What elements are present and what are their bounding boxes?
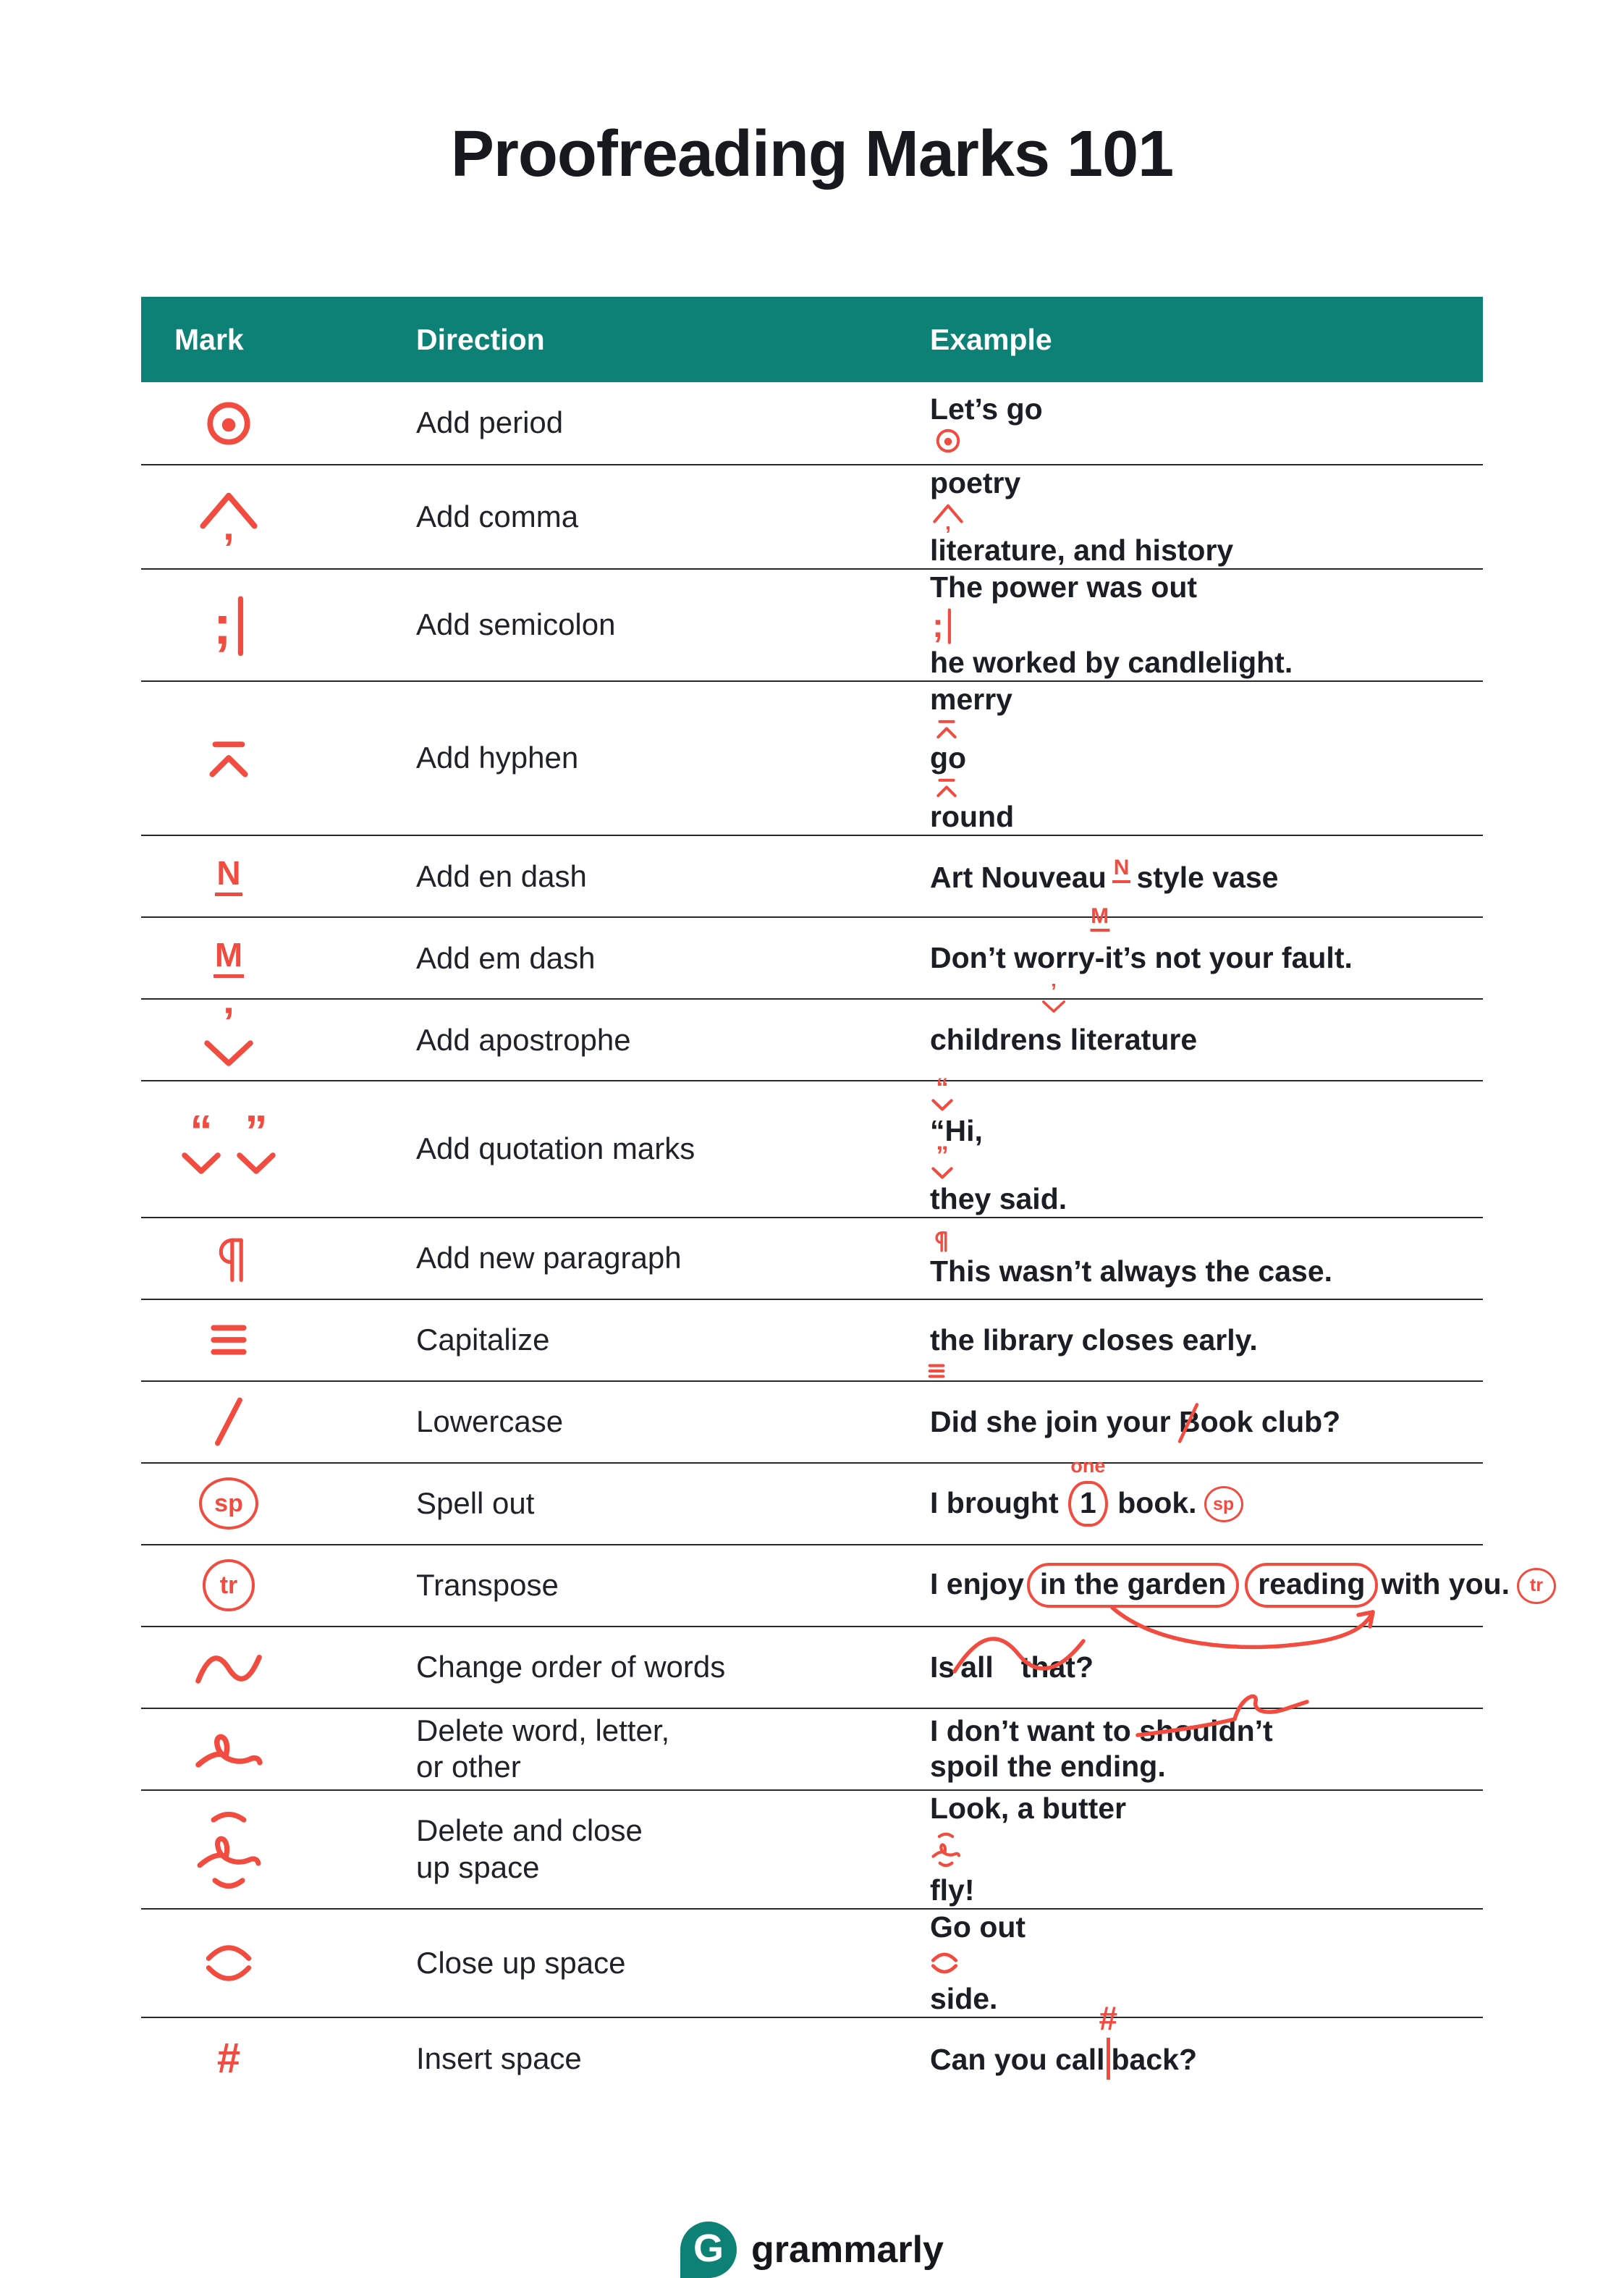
transpose-annotation: in the garden reading [1024,1563,1382,1608]
word-order-squiggle-icon [174,1644,283,1690]
mark-cell [141,998,416,1069]
semicolon-mark-icon [931,606,956,645]
lowercase-slash-icon [174,1394,283,1449]
period-mark-icon [934,427,962,455]
capitalize-annotation: t [930,1322,940,1358]
table-row [141,464,1483,568]
example-text: “ “Hi, ” they said. [930,1073,1067,1215]
delete-close-up-icon [174,1807,283,1891]
direction-label: Add quotation marks [416,1131,695,1166]
direction-label: Delete word, letter, or other [416,1713,670,1784]
mark-cell [141,1231,416,1286]
table-row [141,980,1483,1080]
svg-text:;: ; [213,594,232,655]
direction-label: Delete and close up space [416,1813,643,1884]
en-dash-mark-icon: N [1112,857,1131,883]
example-text: childrens ’ literature [930,1022,1483,1058]
svg-text:,: , [223,504,234,549]
example-text: The power was out ; he worked by candlelight. [930,570,1293,679]
direction-label: Add new paragraph [416,1240,682,1275]
en-dash-mark-icon: N [174,856,283,896]
table-row [141,1217,1483,1299]
table-row [141,1999,1483,2098]
pilcrow-mark-icon [174,1231,283,1286]
em-dash-mark-icon: M [174,938,283,978]
table-row [141,1544,1544,1626]
insert-space-hash-icon: # [1099,1999,1118,2037]
table-row [141,568,1483,680]
mark-cell [141,397,416,450]
mark-cell [141,486,416,547]
example-text: Can you call # back? [930,2038,1483,2080]
example-text: I brought 1 one book. sp [930,1481,1483,1527]
mark-cell [141,1932,416,1994]
example-text: Go out side. [930,1910,1026,2016]
mark-cell [141,856,416,896]
example-text: Art Nouveau N style vase [930,856,1279,895]
example-text: merry go round [930,682,1015,834]
svg-text:”: ” [245,1106,268,1157]
example-text: This wasn’t always the case. [930,1228,1483,1289]
example-text: poetry , literature, and history [930,466,1234,568]
direction-label: Add semicolon [416,607,616,642]
transpose-mark-icon: tr [174,1559,283,1611]
direction-label: Spell out [416,1485,535,1520]
svg-text:“: “ [936,1073,949,1102]
apostrophe-annotation: s ’ [1045,1022,1062,1058]
table-row [141,1789,1483,1908]
close-up-space-icon [929,1945,960,1981]
apostrophe-mark-icon [1041,980,1067,1015]
delete-loop-icon [174,1723,283,1775]
spell-out-mark-icon: sp [174,1477,283,1530]
table-row [141,835,1483,916]
direction-label: Add period [416,405,564,440]
hyphen-mark-icon [934,717,959,741]
quotation-marks-icon [174,1106,283,1177]
delete-annotation: shouldn’t [1139,1713,1272,1749]
example-text: Is all that? [930,1650,1483,1685]
open-quote-mark-icon [930,1073,955,1113]
em-dash-mark-icon: M [1090,906,1109,932]
word-order-annotation: all [960,1650,994,1685]
page-title: Proofreading Marks 101 [450,118,1174,190]
table-row [141,382,1483,464]
direction-label: Add em dash [416,940,596,975]
mark-cell [141,1723,416,1775]
direction-label: Insert space [416,2041,582,2075]
capitalize-mark-icon [174,1322,283,1357]
hyphen-mark-icon [934,776,959,799]
insert-space-annotation [1099,1999,1118,2080]
period-mark-icon [174,397,283,450]
spell-out-mark-icon: sp [1204,1486,1243,1522]
spelled-word: one [1070,1454,1106,1477]
direction-label: Add en dash [416,859,587,893]
mark-cell [141,1559,416,1611]
table-row [141,1299,1483,1380]
delete-close-up-icon [931,1826,960,1873]
table-row [141,1454,1483,1544]
direction-label: Capitalize [416,1322,550,1357]
example-text: Look, a butter fly! [930,1791,1127,1907]
example-text: Did she join your B ook club? [930,1404,1483,1440]
example-text: I don’t want to shouldn’t spoil the ending. [930,1713,1483,1784]
grammarly-logo-icon: G [680,2222,737,2278]
direction-label: Add comma [416,499,579,533]
table-row [141,1708,1483,1789]
example-text: I enjoy in the garden reading with you. tr [930,1563,1562,1608]
semicolon-mark-icon [174,591,283,659]
mark-cell [141,1106,416,1177]
example-text: Don’t worry- M it’s not your fault. [930,940,1483,976]
delete-loop-icon [1135,1684,1308,1755]
mark-cell [141,591,416,659]
capitalize-mark-icon [927,1362,946,1380]
svg-text:;: ; [932,606,944,644]
close-up-space-icon [174,1932,283,1994]
pilcrow-mark-icon [930,1228,950,1254]
table-row [141,1908,1483,2017]
mark-cell [141,1322,416,1357]
footer [0,2222,1624,2278]
transpose-mark-icon: tr [1517,1568,1556,1604]
comma-mark-icon [931,501,965,533]
lowercase-slash-icon [1172,1396,1204,1449]
example-text: Let’s go [930,392,1483,455]
comma-mark-icon [174,486,283,547]
direction-label: Add apostrophe [416,1022,631,1057]
header-mark: Mark [174,322,244,356]
mark-cell [141,737,416,780]
mark-cell [141,2034,416,2082]
apostrophe-mark-icon [174,998,283,1069]
table-header-row [141,297,1483,382]
proofreading-marks-table [141,297,1544,2098]
brand-wordmark: grammarly [751,2229,944,2271]
svg-text:’: ’ [1050,980,1057,1004]
direction-label: Change order of words [416,1649,726,1684]
hyphen-mark-icon [174,737,283,780]
svg-text:,: , [944,510,952,535]
mark-cell [141,1807,416,1891]
table-row [141,1380,1483,1462]
mark-cell [141,938,416,978]
close-quote-mark-icon [930,1141,955,1181]
mark-cell [141,1477,416,1530]
lowercase-annotation: B [1179,1404,1201,1440]
mark-cell [141,1394,416,1449]
circled-number-annotation: 1 one [1068,1481,1108,1527]
em-dash-annotation: - M [1091,904,1109,975]
header-direction: Direction [416,322,545,356]
svg-text:“: “ [190,1106,213,1157]
insert-space-hash-icon: # [216,2034,241,2082]
svg-text:”: ” [936,1141,949,1170]
direction-label: Close up space [416,1946,626,1980]
header-example: Example [930,322,1052,356]
table-row [141,1073,1483,1216]
table-row [141,904,1483,998]
direction-label: Transpose [416,1567,559,1602]
direction-label: Add hyphen [416,741,579,775]
table-row [141,680,1483,835]
example-text: t he library closes early. [930,1322,1483,1358]
word-order-squiggle-icon [949,1624,1091,1692]
svg-text:’: ’ [223,998,234,1045]
direction-label: Lowercase [416,1404,564,1438]
mark-cell [141,1644,416,1690]
